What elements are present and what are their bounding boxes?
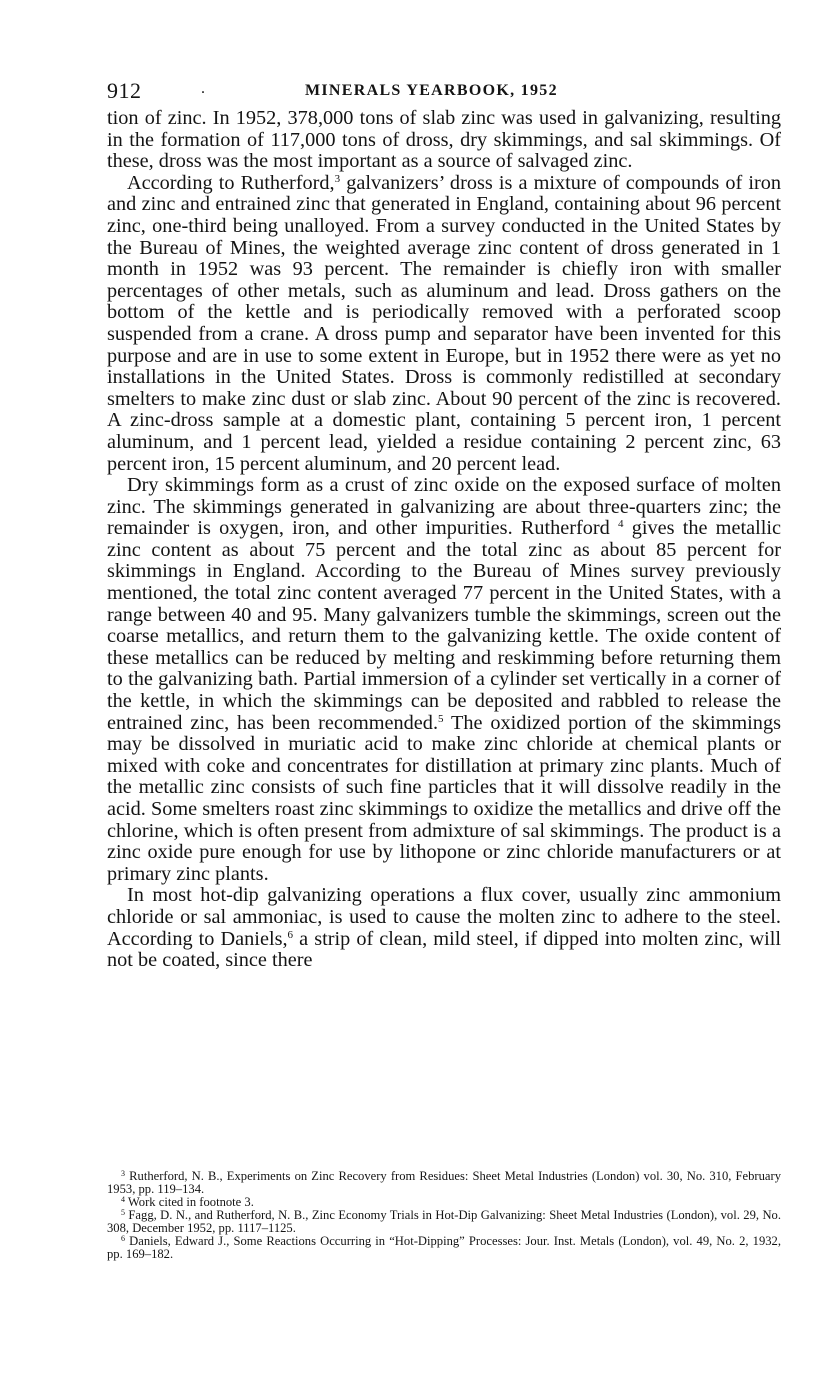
footnote-ref-6: 6 bbox=[287, 928, 294, 941]
running-head bbox=[107, 78, 781, 108]
paragraph-3 bbox=[107, 475, 781, 885]
paragraph-1-text: tion of zinc. In 1952, 378,000 tons of slab zinc was used in galvanizing, resulting in the formation of 117,000 tons of dross, dry skimmings, and sal skimmings. Of these, dross was the most important as a source of salvaged zinc. bbox=[107, 107, 781, 173]
running-title: MINERALS YEARBOOK, 1952 bbox=[305, 82, 558, 99]
paragraph-2-text-b: galvanizers’ dross is a mixture of compounds of iron and zinc and entrained zinc that generated in England, containing about 96 percent zinc, one-third being unalloyed. From a survey conducted in the United States by the Bureau of Mines, the weighted average zinc content of dross generated in 1 month in 1952 was 93 percent. The remainder is chiefly iron with smaller percentages of other metals, such as aluminum and lead. Dross gathers on the bottom of the kettle and is periodically removed with a perforated scoop suspended from a crane. A dross pump and separator have been invented for this purpose and are in use to some extent in Europe, but in 1952 there were as yet no installations in the United States. Dross is commonly redistilled at secondary smelters to make zinc dust or slab zinc. About 90 percent of the zinc is recovered. A zinc-dross sample at a domestic plant, containing 5 percent iron, 1 percent aluminum, and 1 percent lead, yielded a residue containing 2 percent zinc, 63 percent iron, 15 percent aluminum, and 20 percent lead. bbox=[107, 171, 782, 475]
paragraph-4 bbox=[107, 885, 781, 971]
footnote-text: Rutherford, N. B., Experiments on Zinc Recovery from Residues: Sheet Metal Industries (London) vol. 30, No. 310, February 1953, pp. 119–134. bbox=[107, 1169, 782, 1196]
footnote bbox=[107, 1170, 781, 1196]
header-separator: . bbox=[201, 80, 205, 97]
paragraph-1 bbox=[107, 108, 781, 173]
footnote-ref-4: 4 bbox=[618, 518, 624, 531]
footnote-ref-5: 5 bbox=[438, 712, 444, 725]
footnote-text: Work cited in footnote 3. bbox=[127, 1195, 254, 1209]
paragraph-3-text-b: gives the metallic zinc content as about 75 percent and the total zinc as about 85 percent for skimmings in England. According to the Bureau of Mines survey previously mentioned, the total zinc content averaged 77 percent in the United States, with a range between 40 and 95. Many galvanizers tumble the skimmings, screen out the coarse metallics, and return them to the galvanizing kettle. The oxide content of these metallics can be reduced by melting and reskimming before returning them to the galvanizing bath. Partial immersion of a cylinder set vertically in a corner of the kettle, in which the skimmings can be deposited and rabbled to release the entrained zinc, has been recommended. bbox=[107, 517, 781, 734]
paragraph-2-text-a: According to Rutherford, bbox=[127, 171, 335, 194]
footnote-mark: 5 bbox=[121, 1208, 125, 1217]
footnote-ref-3: 3 bbox=[334, 172, 341, 185]
paragraph-2 bbox=[107, 173, 781, 475]
footnotes bbox=[107, 1170, 781, 1261]
page-number: 912 bbox=[107, 78, 142, 103]
paragraph-3-text-a: Dry skimmings form as a crust of zinc oxide on the exposed surface of molten zinc. The skimmings generated in galvanizing are about three-quarters zinc; the remainder is oxygen, iron, and other impurities. Rutherford bbox=[107, 474, 781, 540]
footnote-text: Fagg, D. N., and Rutherford, N. B., Zinc Economy Trials in Hot-Dip Galvanizing: Sheet Metal Industries (London), vol. 29, No. 308, December 1952, pp. 1117–1125. bbox=[107, 1208, 781, 1235]
footnote bbox=[107, 1209, 781, 1235]
footnote-mark: 4 bbox=[121, 1195, 125, 1204]
paragraph-4-text-b: a strip of clean, mild steel, if dipped into molten zinc, will not be coated, since there bbox=[107, 927, 781, 972]
paragraph-3-text-c: The oxidized portion of the skimmings may be dissolved in muriatic acid to make zinc chloride at chemical plants or mixed with coke and concentrates for distillation at primary zinc plants. Much of the metallic zinc consists of such fine particles that it will dissolve readily in the acid. Some smelters roast zinc skimmings to oxidize the metallics and drive off the chlorine, which is often present from admixture of sal skimmings. The product is a zinc oxide pure enough for use by lithopone or zinc chloride manufacturers or at primary zinc plants. bbox=[107, 711, 781, 885]
footnote-mark: 3 bbox=[121, 1169, 125, 1178]
body-text bbox=[107, 108, 781, 972]
page bbox=[107, 78, 781, 972]
footnote-mark: 6 bbox=[121, 1234, 125, 1243]
footnote bbox=[107, 1235, 781, 1261]
paragraph-4-text-a: In most hot-dip galvanizing operations a flux cover, usually zinc ammonium chloride or sal ammoniac, is used to cause the molten zinc to adhere to the steel. According to Daniels, bbox=[107, 884, 781, 950]
footnote-text: Daniels, Edward J., Some Reactions Occurring in “Hot-Dipping” Processes: Jour. Inst. Metals (London), vol. 49, No. 2, 1932, pp. 169–182. bbox=[107, 1234, 782, 1261]
